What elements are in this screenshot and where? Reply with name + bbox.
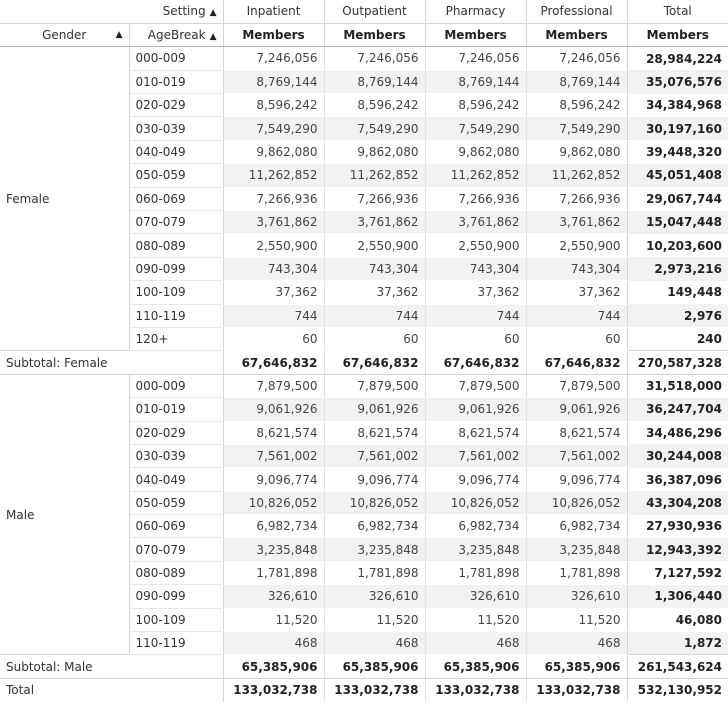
total-cell: 36,387,096 xyxy=(627,468,728,491)
value-cell: 468 xyxy=(324,632,425,655)
gender-cell: Female xyxy=(0,47,129,351)
value-cell: 37,362 xyxy=(223,281,324,304)
value-cell: 7,549,290 xyxy=(425,117,526,140)
agebreak-cell: 090-099 xyxy=(129,257,223,280)
value-cell: 2,550,900 xyxy=(223,234,324,257)
value-cell: 7,561,002 xyxy=(425,444,526,467)
value-cell: 8,769,144 xyxy=(223,70,324,93)
value-cell: 7,561,002 xyxy=(526,444,627,467)
value-cell: 2,550,900 xyxy=(324,234,425,257)
value-cell: 60 xyxy=(223,327,324,350)
value-cell: 8,596,242 xyxy=(324,94,425,117)
value-cell: 326,610 xyxy=(526,585,627,608)
value-cell: 11,262,852 xyxy=(526,164,627,187)
value-cell: 11,520 xyxy=(526,608,627,631)
agebreak-cell: 080-089 xyxy=(129,561,223,584)
value-cell: 9,061,926 xyxy=(324,398,425,421)
agebreak-cell: 060-069 xyxy=(129,187,223,210)
value-cell: 60 xyxy=(425,327,526,350)
total-cell: 15,047,448 xyxy=(627,211,728,234)
subtotal-cell: 67,646,832 xyxy=(526,351,627,374)
value-cell: 1,781,898 xyxy=(324,561,425,584)
agebreak-cell: 120+ xyxy=(129,327,223,350)
agebreak-cell: 010-019 xyxy=(129,398,223,421)
total-cell: 12,943,392 xyxy=(627,538,728,561)
value-cell: 10,826,052 xyxy=(425,491,526,514)
value-cell: 743,304 xyxy=(526,257,627,280)
value-cell: 7,549,290 xyxy=(324,117,425,140)
value-cell: 9,862,080 xyxy=(324,140,425,163)
total-cell: 2,976 xyxy=(627,304,728,327)
table-row xyxy=(0,374,728,397)
agebreak-cell: 070-079 xyxy=(129,538,223,561)
grand-total-row xyxy=(0,678,728,701)
agebreak-cell: 070-079 xyxy=(129,211,223,234)
value-cell: 6,982,734 xyxy=(425,515,526,538)
total-cell: 240 xyxy=(627,327,728,350)
value-cell: 8,769,144 xyxy=(324,70,425,93)
column-header-inpatient[interactable]: Inpatient xyxy=(223,0,324,23)
value-cell: 3,235,848 xyxy=(526,538,627,561)
measure-header: Members xyxy=(526,23,627,46)
value-cell: 3,235,848 xyxy=(425,538,526,561)
value-cell: 744 xyxy=(324,304,425,327)
subtotal-cell: 270,587,328 xyxy=(627,351,728,374)
value-cell: 7,561,002 xyxy=(324,444,425,467)
value-cell: 326,610 xyxy=(324,585,425,608)
sort-ascending-icon[interactable]: ▲ xyxy=(209,32,217,43)
value-cell: 7,246,056 xyxy=(324,47,425,70)
value-cell: 8,621,574 xyxy=(526,421,627,444)
subtotal-cell: 67,646,832 xyxy=(223,351,324,374)
value-cell: 9,061,926 xyxy=(223,398,324,421)
table-body xyxy=(0,47,728,702)
subtotal-row xyxy=(0,655,728,678)
value-cell: 37,362 xyxy=(425,281,526,304)
value-cell: 11,262,852 xyxy=(223,164,324,187)
total-cell: 7,127,592 xyxy=(627,561,728,584)
agebreak-cell: 060-069 xyxy=(129,515,223,538)
total-cell: 29,067,744 xyxy=(627,187,728,210)
agebreak-cell: 000-009 xyxy=(129,47,223,70)
value-cell: 9,096,774 xyxy=(526,468,627,491)
value-cell: 7,266,936 xyxy=(223,187,324,210)
subtotal-cell: 67,646,832 xyxy=(425,351,526,374)
grand-total-label: Total xyxy=(0,678,223,701)
value-cell: 8,596,242 xyxy=(526,94,627,117)
subtotal-cell: 67,646,832 xyxy=(324,351,425,374)
value-cell: 2,550,900 xyxy=(425,234,526,257)
value-cell: 744 xyxy=(425,304,526,327)
agebreak-cell: 090-099 xyxy=(129,585,223,608)
gender-header[interactable] xyxy=(0,23,129,46)
value-cell: 8,596,242 xyxy=(425,94,526,117)
total-cell: 27,930,936 xyxy=(627,515,728,538)
value-cell: 9,862,080 xyxy=(425,140,526,163)
total-cell: 39,448,320 xyxy=(627,140,728,163)
value-cell: 743,304 xyxy=(324,257,425,280)
value-cell: 9,096,774 xyxy=(324,468,425,491)
agebreak-cell: 100-109 xyxy=(129,608,223,631)
value-cell: 326,610 xyxy=(223,585,324,608)
total-cell: 30,244,008 xyxy=(627,444,728,467)
agebreak-cell: 000-009 xyxy=(129,374,223,397)
measure-header: Members xyxy=(627,23,728,46)
header-corner xyxy=(0,0,129,23)
value-cell: 10,826,052 xyxy=(324,491,425,514)
value-cell: 8,621,574 xyxy=(324,421,425,444)
gender-cell: Male xyxy=(0,374,129,655)
subtotal-cell: 65,385,906 xyxy=(425,655,526,678)
gender-label: Gender xyxy=(42,28,87,43)
value-cell: 3,235,848 xyxy=(324,538,425,561)
total-cell: 149,448 xyxy=(627,281,728,304)
value-cell: 8,621,574 xyxy=(425,421,526,444)
row-header-row xyxy=(0,23,728,46)
value-cell: 7,266,936 xyxy=(425,187,526,210)
agebreak-cell: 040-049 xyxy=(129,468,223,491)
value-cell: 9,061,926 xyxy=(526,398,627,421)
column-header-total[interactable]: Total xyxy=(627,0,728,23)
subtotal-label: Subtotal: Male xyxy=(0,655,223,678)
value-cell: 3,761,862 xyxy=(324,211,425,234)
value-cell: 1,781,898 xyxy=(223,561,324,584)
subtotal-cell: 261,543,624 xyxy=(627,655,728,678)
value-cell: 37,362 xyxy=(324,281,425,304)
grand-total-cell: 133,032,738 xyxy=(324,678,425,701)
value-cell: 2,550,900 xyxy=(526,234,627,257)
agebreak-cell: 110-119 xyxy=(129,632,223,655)
value-cell: 7,266,936 xyxy=(324,187,425,210)
value-cell: 60 xyxy=(324,327,425,350)
value-cell: 10,826,052 xyxy=(526,491,627,514)
value-cell: 7,246,056 xyxy=(425,47,526,70)
value-cell: 11,520 xyxy=(324,608,425,631)
total-cell: 46,080 xyxy=(627,608,728,631)
measure-header: Members xyxy=(324,23,425,46)
value-cell: 743,304 xyxy=(425,257,526,280)
value-cell: 3,761,862 xyxy=(425,211,526,234)
total-cell: 30,197,160 xyxy=(627,117,728,140)
subtotal-cell: 65,385,906 xyxy=(324,655,425,678)
value-cell: 11,520 xyxy=(425,608,526,631)
value-cell: 468 xyxy=(223,632,324,655)
sort-ascending-icon[interactable]: ▲ xyxy=(115,29,123,40)
value-cell: 7,879,500 xyxy=(223,374,324,397)
total-cell: 1,306,440 xyxy=(627,585,728,608)
total-cell: 2,973,216 xyxy=(627,257,728,280)
value-cell: 744 xyxy=(223,304,324,327)
value-cell: 8,596,242 xyxy=(223,94,324,117)
value-cell: 7,879,500 xyxy=(425,374,526,397)
value-cell: 7,266,936 xyxy=(526,187,627,210)
setting-label: Setting xyxy=(162,4,206,19)
column-header-outpatient[interactable]: Outpatient xyxy=(324,0,425,23)
agebreak-cell: 080-089 xyxy=(129,234,223,257)
grand-total-cell: 133,032,738 xyxy=(223,678,324,701)
total-cell: 28,984,224 xyxy=(627,47,728,70)
value-cell: 7,561,002 xyxy=(223,444,324,467)
value-cell: 6,982,734 xyxy=(324,515,425,538)
total-cell: 36,247,704 xyxy=(627,398,728,421)
value-cell: 468 xyxy=(526,632,627,655)
agebreak-cell: 010-019 xyxy=(129,70,223,93)
agebreak-label: AgeBreak xyxy=(147,28,206,43)
subtotal-cell: 65,385,906 xyxy=(223,655,324,678)
value-cell: 8,621,574 xyxy=(223,421,324,444)
agebreak-cell: 020-029 xyxy=(129,421,223,444)
grand-total-cell: 532,130,952 xyxy=(627,678,728,701)
measure-header: Members xyxy=(425,23,526,46)
value-cell: 8,769,144 xyxy=(526,70,627,93)
total-cell: 34,486,296 xyxy=(627,421,728,444)
column-header-row xyxy=(0,0,728,23)
total-cell: 35,076,576 xyxy=(627,70,728,93)
agebreak-cell: 050-059 xyxy=(129,491,223,514)
agebreak-header[interactable] xyxy=(129,23,223,46)
agebreak-cell: 030-039 xyxy=(129,444,223,467)
value-cell: 6,982,734 xyxy=(223,515,324,538)
value-cell: 743,304 xyxy=(223,257,324,280)
total-cell: 43,304,208 xyxy=(627,491,728,514)
value-cell: 7,549,290 xyxy=(223,117,324,140)
value-cell: 7,549,290 xyxy=(526,117,627,140)
value-cell: 468 xyxy=(425,632,526,655)
value-cell: 744 xyxy=(526,304,627,327)
agebreak-cell: 100-109 xyxy=(129,281,223,304)
total-cell: 10,203,600 xyxy=(627,234,728,257)
value-cell: 9,061,926 xyxy=(425,398,526,421)
value-cell: 7,879,500 xyxy=(526,374,627,397)
value-cell: 3,761,862 xyxy=(223,211,324,234)
value-cell: 11,262,852 xyxy=(324,164,425,187)
subtotal-cell: 65,385,906 xyxy=(526,655,627,678)
value-cell: 3,235,848 xyxy=(223,538,324,561)
total-cell: 1,872 xyxy=(627,632,728,655)
value-cell: 11,262,852 xyxy=(425,164,526,187)
value-cell: 9,862,080 xyxy=(526,140,627,163)
agebreak-cell: 030-039 xyxy=(129,117,223,140)
value-cell: 7,246,056 xyxy=(526,47,627,70)
value-cell: 7,246,056 xyxy=(223,47,324,70)
measure-header: Members xyxy=(223,23,324,46)
value-cell: 9,862,080 xyxy=(223,140,324,163)
value-cell: 60 xyxy=(526,327,627,350)
sort-ascending-icon[interactable]: ▲ xyxy=(209,8,217,19)
value-cell: 1,781,898 xyxy=(526,561,627,584)
column-header-professional[interactable]: Professional xyxy=(526,0,627,23)
total-cell: 45,051,408 xyxy=(627,164,728,187)
total-cell: 31,518,000 xyxy=(627,374,728,397)
grand-total-cell: 133,032,738 xyxy=(425,678,526,701)
value-cell: 3,761,862 xyxy=(526,211,627,234)
value-cell: 37,362 xyxy=(526,281,627,304)
column-header-pharmacy[interactable]: Pharmacy xyxy=(425,0,526,23)
agebreak-cell: 110-119 xyxy=(129,304,223,327)
value-cell: 6,982,734 xyxy=(526,515,627,538)
setting-header[interactable] xyxy=(129,0,223,23)
value-cell: 10,826,052 xyxy=(223,491,324,514)
value-cell: 9,096,774 xyxy=(223,468,324,491)
value-cell: 326,610 xyxy=(425,585,526,608)
agebreak-cell: 040-049 xyxy=(129,140,223,163)
subtotal-label: Subtotal: Female xyxy=(0,351,223,374)
table-row xyxy=(0,47,728,70)
value-cell: 1,781,898 xyxy=(425,561,526,584)
agebreak-cell: 050-059 xyxy=(129,164,223,187)
grand-total-cell: 133,032,738 xyxy=(526,678,627,701)
agebreak-cell: 020-029 xyxy=(129,94,223,117)
value-cell: 7,879,500 xyxy=(324,374,425,397)
value-cell: 11,520 xyxy=(223,608,324,631)
total-cell: 34,384,968 xyxy=(627,94,728,117)
value-cell: 8,769,144 xyxy=(425,70,526,93)
value-cell: 9,096,774 xyxy=(425,468,526,491)
subtotal-row xyxy=(0,351,728,374)
